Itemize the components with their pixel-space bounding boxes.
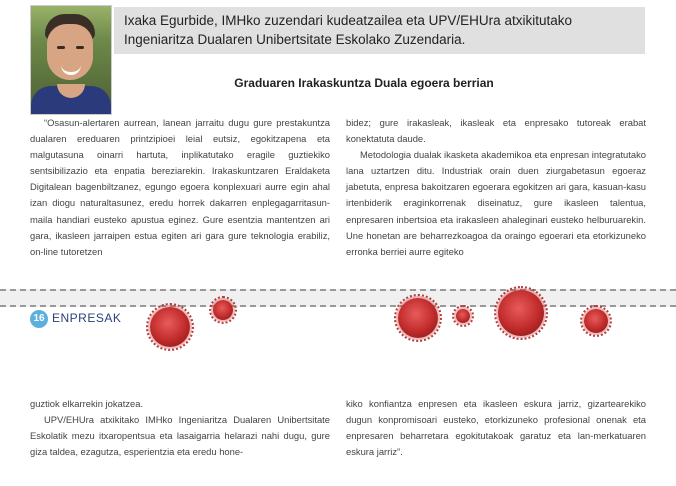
- top-left-column: [30, 115, 330, 260]
- paragraph: UPV/EHUra atxikitako IMHko Ingeniaritza Dualaren Unibertsitate Eskolatik mezu itxaropentsua eta lasaigarria helarazi nahi dugu, gure giza taldea, ezagutza, esperientzia eta eredu hone-: [30, 414, 330, 458]
- virus-icon: [213, 300, 233, 320]
- article-subtitle: Graduaren Irakaskuntza Duala egoera berrian: [234, 76, 494, 90]
- page-number: 16: [30, 310, 48, 328]
- author-name-line2: Ingeniaritza Dualaren Unibertsitate Eskolako Zuzendaria.: [124, 32, 466, 47]
- paragraph: bidez; gure irakasleak, ikasleak eta enpresako tutoreak erabat konektatuta daude.: [346, 117, 646, 145]
- divider-band: [0, 289, 676, 307]
- paragraph: Metodologia dualak ikasketa akademikoa eta enpresan integratutako lana uztartzen ditu. Industriak orain duen ziurgabetasun egoeraz jabetuta, enpresa bakoitzaren egoerara egokitzen ari gara, kasuan-kasu irtenbiderik eraginkorrenak diseinatuz, gure ikasleen talentua, enpresaren inbertsioa eta irakasleen ahaleginari eusteko helburuarekin. Une honetan are beharrezkoagoa da oraingo egoerari eta etorkizuneko erronka berriei aurre egiteko: [346, 149, 646, 257]
- top-right-column: [346, 115, 646, 260]
- virus-icon: [456, 309, 470, 323]
- virus-icon: [150, 307, 190, 347]
- author-name-line1: Ixaka Egurbide, IMHko zuzendari kudeatzailea eta UPV/EHUra atxikitutako: [124, 13, 572, 28]
- paragraph: kiko konfiantza enpresen eta ikasleen eskura jarriz, gizartearekiko dugun konpromisoari eusteko, etorkizuneko profesional onenak eta enpresaren beharretara egokitutakoak garatuz eta lan-merkatuaren eskura jarriz”.: [346, 398, 646, 458]
- paragraph: guztiok elkarrekin jokatzea.: [30, 398, 144, 409]
- paragraph: “Osasun-alertaren aurrean, lanean jarraitu dugu gure prestakuntza dualaren ereduaren printzipioei leial eutsiz, egokitzapena eta malgutasuna oinarri hartuta, inplikatutako eragile guztiekiko sentsibilizazio eta enpatia bereziarekin. Irakaskuntzaren Eraldaketa Digitalean bagenbiltzanez, egungo egoera konplexuari aurre egin ahal izan diogu naturaltasunez, eredu horrek dakarren enplegagarritasun-maila handiari eusteko apustua eginez. Gure esentzia mantentzen ari gara, ikasleen jarraipen estua egiten ari gara gure teknologia erabiliz, on-line tutoretzen: [30, 117, 330, 257]
- section-name: ENPRESAK: [52, 311, 122, 325]
- virus-icon: [584, 309, 608, 333]
- author-name-box: [114, 7, 645, 54]
- bottom-right-column: [346, 396, 646, 460]
- virus-icon: [398, 298, 438, 338]
- bottom-left-column: [30, 396, 330, 460]
- author-photo: [30, 5, 112, 115]
- virus-icon: [498, 290, 544, 336]
